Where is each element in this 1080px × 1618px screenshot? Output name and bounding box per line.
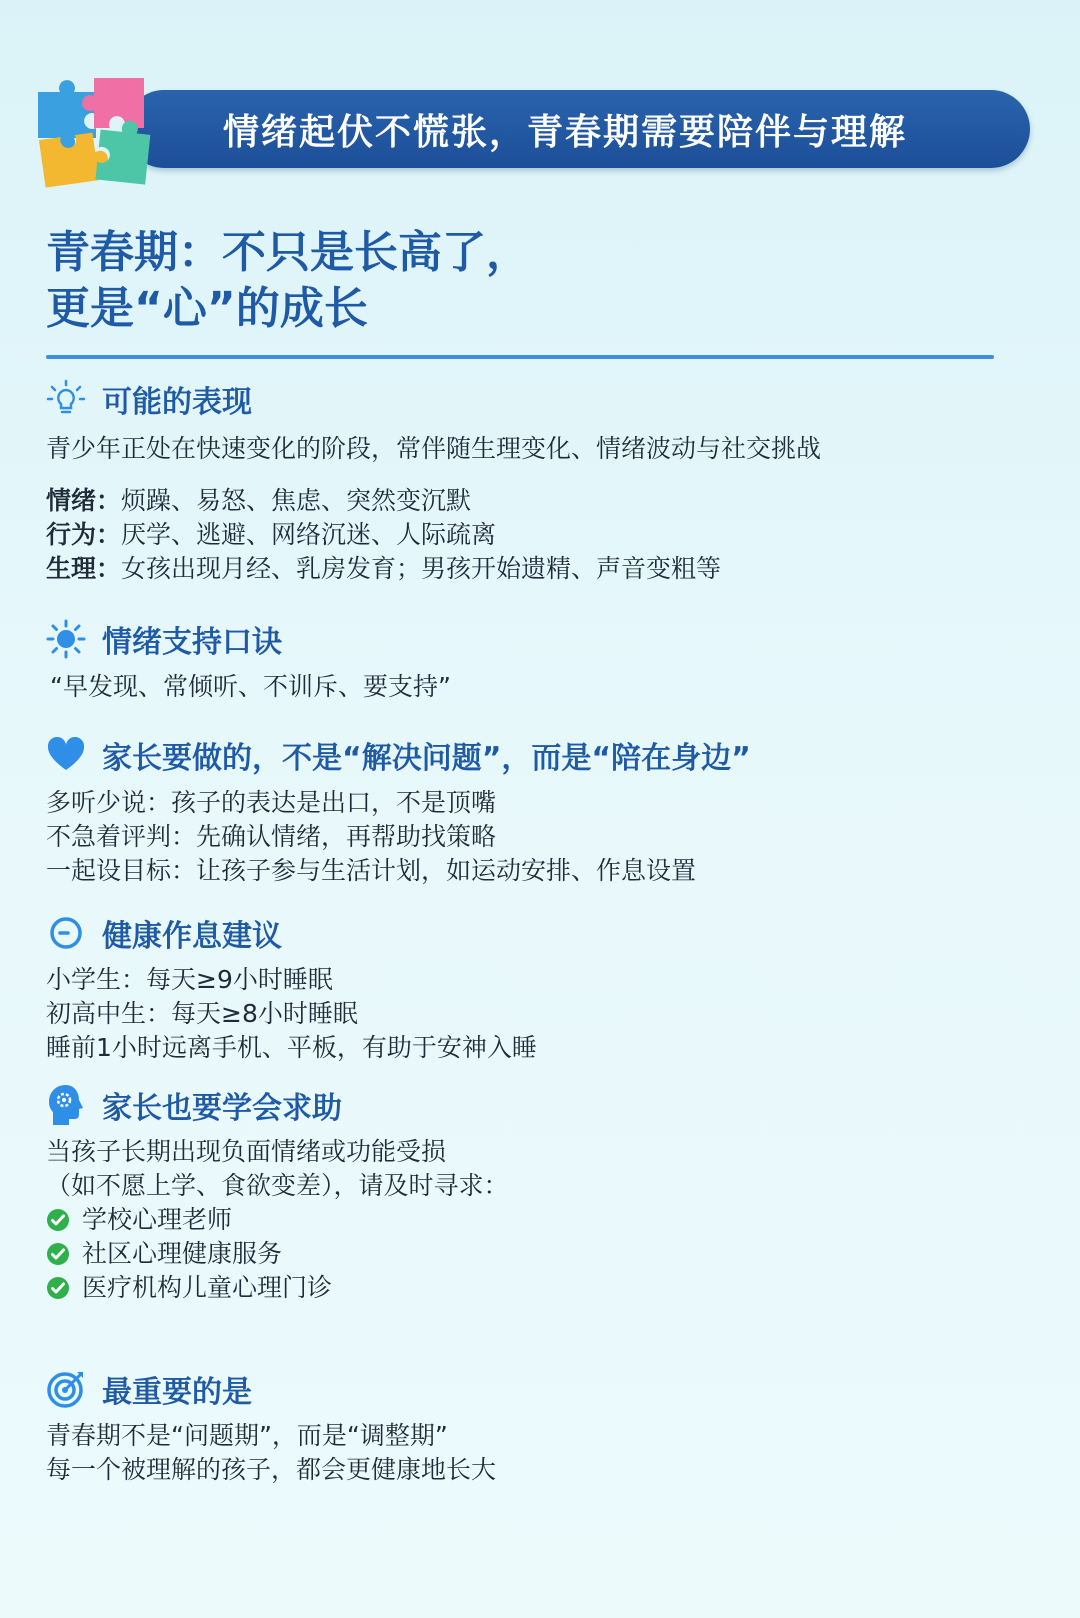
check-item [46, 1237, 509, 1271]
important-list [46, 1419, 496, 1487]
list-item: 每一个被理解的孩子，都会更健康地长大 [46, 1455, 497, 1484]
lightbulb-icon [46, 379, 86, 419]
item-label: 行为： [46, 520, 122, 549]
list-item [46, 484, 721, 518]
page-title-line1: 青春期：不只是长高了， [46, 227, 530, 278]
list-item [46, 518, 721, 552]
section-parents-title: 家长要做的，不是“解决问题”，而是“陪在身边” [102, 741, 751, 776]
item-text: 女孩出现月经、乳房发育；男孩开始遗精、声音变粗等 [121, 554, 722, 583]
help-list [46, 1135, 509, 1305]
check-item-label: 社区心理健康服务 [82, 1239, 283, 1268]
schedule-list [46, 963, 537, 1065]
page-title-line2: 更是“心”的成长 [46, 283, 368, 334]
manifestations-list [46, 484, 721, 586]
mantra-text: “早发现、常倾听、不训斥、要支持” [50, 672, 451, 701]
check-icon [46, 1208, 70, 1232]
list-item: 不急着评判：先确认情绪，再帮助找策略 [46, 822, 497, 851]
header-banner [30, 70, 1030, 190]
section-mantra-title: 情绪支持口诀 [102, 625, 282, 660]
section-schedule-title: 健康作息建议 [102, 919, 282, 954]
section-schedule-header [46, 911, 282, 955]
list-item: 青春期不是“问题期”，而是“调整期” [46, 1421, 448, 1450]
section-important-header [46, 1367, 252, 1411]
check-item [46, 1271, 509, 1305]
item-text: 厌学、逃避、网络沉迷、人际疏离 [121, 520, 497, 549]
list-item: 睡前1小时远离手机、平板，有助于安神入睡 [46, 1033, 537, 1062]
list-item: 当孩子长期出现负面情绪或功能受损 [46, 1137, 447, 1166]
section-important-title: 最重要的是 [102, 1375, 252, 1410]
banner-title: 情绪起伏不慌张，青春期需要陪伴与理解 [223, 111, 908, 153]
head-gear-icon [46, 1085, 86, 1125]
parents-list [46, 786, 696, 888]
check-item-label: 医疗机构儿童心理门诊 [82, 1273, 333, 1302]
item-label: 情绪： [46, 486, 122, 515]
sun-icon [46, 619, 86, 659]
check-item-label: 学校心理老师 [82, 1205, 233, 1234]
clock-icon [46, 913, 86, 953]
section-help-header [46, 1083, 342, 1127]
section-mantra-header [46, 617, 282, 661]
manifestations-intro: 青少年正处在快速变化的阶段，常伴随生理变化、情绪波动与社交挑战 [46, 434, 822, 463]
list-item: （如不愿上学、食欲变差），请及时寻求： [46, 1171, 509, 1200]
list-item: 一起设目标：让孩子参与生活计划，如运动安排、作息设置 [46, 856, 697, 885]
check-item [46, 1203, 509, 1237]
check-icon [46, 1242, 70, 1266]
banner-bar [125, 90, 1030, 168]
check-icon [46, 1276, 70, 1300]
title-divider [46, 355, 994, 359]
section-manifestations-title: 可能的表现 [102, 385, 252, 420]
list-item: 小学生：每天≥9小时睡眠 [46, 965, 333, 994]
section-manifestations-header [46, 377, 252, 421]
list-item: 初高中生：每天≥8小时睡眠 [46, 999, 358, 1028]
item-label: 生理： [46, 554, 122, 583]
page-title [46, 225, 530, 337]
heart-icon [46, 735, 86, 775]
item-text: 烦躁、易怒、焦虑、突然变沉默 [121, 486, 472, 515]
list-item: 多听少说：孩子的表达是出口，不是顶嘴 [46, 788, 497, 817]
puzzle-icon [30, 70, 160, 190]
target-icon [46, 1369, 86, 1409]
list-item [46, 552, 721, 586]
section-parents-header [46, 733, 751, 777]
section-help-title: 家长也要学会求助 [102, 1091, 342, 1126]
